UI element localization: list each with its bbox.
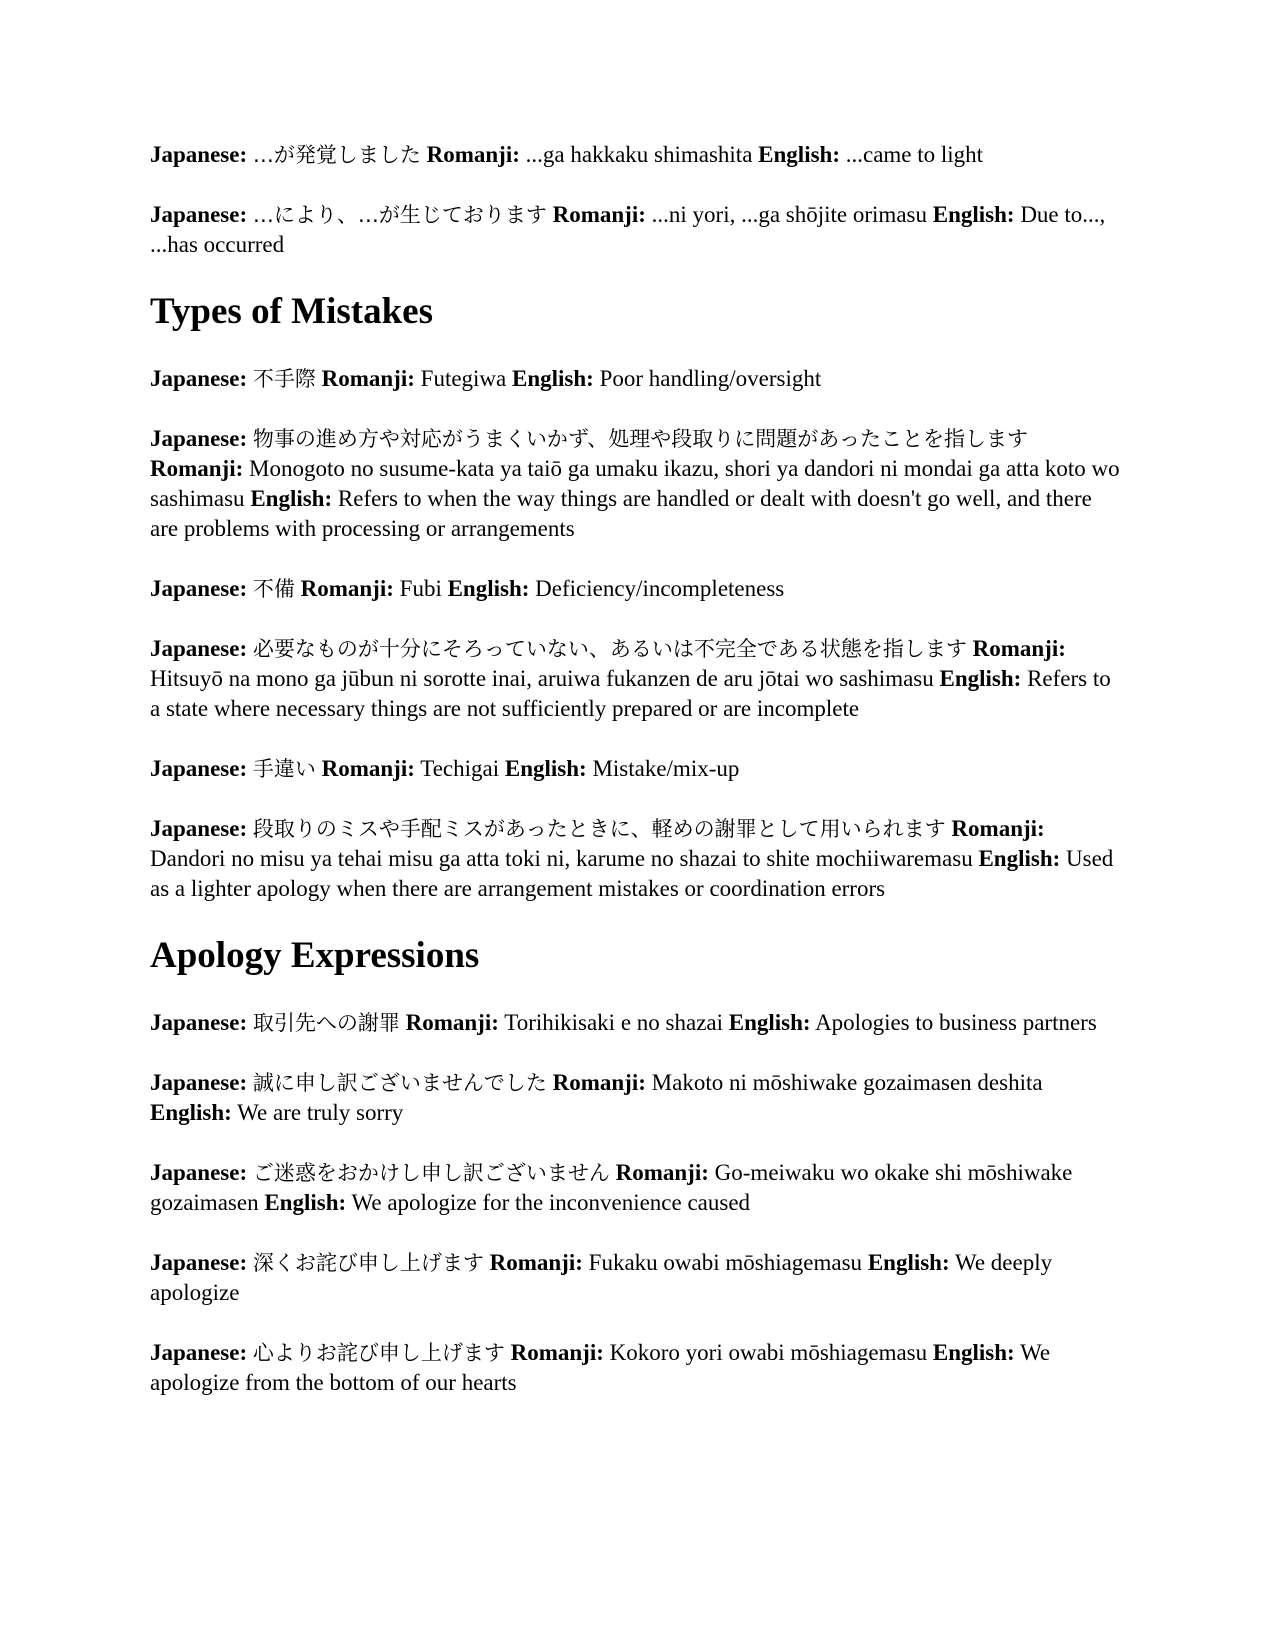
phrase-entry (150, 1338, 1125, 1398)
japanese-label: Japanese: (150, 1250, 248, 1275)
english-text: Refers to when the way things are handled or dealt with doesn't go well, and there are problems with processing or arrangements (150, 486, 1092, 541)
phrase-entry (150, 1068, 1125, 1128)
japanese-label: Japanese: (150, 202, 248, 227)
english-label: English: (978, 846, 1061, 871)
japanese-text: 深くお詫び申し上げます (252, 1251, 484, 1275)
section-heading: Types of Mistakes (150, 291, 433, 332)
romanji-text: Monogoto no susume-kata ya taiō ga umaku ikazu, shori ya dandori ni mondai ga atta koto wo sashimasu (150, 456, 1120, 511)
phrase-entry (150, 754, 1125, 784)
japanese-text: ご迷惑をおかけし申し訳ございません (252, 1161, 610, 1185)
japanese-text: 段取りのミスや手配ミスがあったときに、軽めの謝罪として用いられます (252, 817, 946, 841)
japanese-text: …により、…が生じております (252, 203, 547, 227)
english-label: English: (932, 202, 1015, 227)
english-text: Used as a lighter apology when there are arrangement mistakes or coordination errors (150, 846, 1114, 901)
romanji-label: Romanji: (150, 456, 244, 481)
english-label: English: (250, 486, 333, 511)
english-text: Deficiency/incompleteness (535, 576, 785, 601)
english-text: We apologize for the inconvenience caused (351, 1190, 751, 1215)
romanji-text: ...ni yori, ...ga shōjite orimasu (651, 202, 927, 227)
romanji-label: Romanji: (972, 636, 1066, 661)
phrase-entry (150, 1248, 1125, 1308)
english-label: English: (512, 366, 594, 391)
english-label: English: (150, 1100, 232, 1125)
english-label: English: (932, 1340, 1015, 1365)
page-content (150, 140, 1125, 1428)
romanji-label: Romanji: (300, 576, 394, 601)
english-label: English: (264, 1190, 347, 1215)
romanji-text: Kokoro yori owabi mōshiagemasu (609, 1340, 928, 1365)
phrase-entry (150, 364, 1125, 394)
romanji-text: Torihikisaki e no shazai (504, 1010, 723, 1035)
english-text: We are truly sorry (237, 1100, 404, 1125)
english-label: English: (728, 1010, 811, 1035)
japanese-label: Japanese: (150, 636, 248, 661)
romanji-label: Romanji: (321, 366, 415, 391)
phrase-entry (150, 140, 1125, 170)
japanese-label: Japanese: (150, 576, 248, 601)
japanese-text: 必要なものが十分にそろっていない、あるいは不完全である状態を指します (252, 637, 967, 661)
phrase-entry (150, 424, 1125, 544)
romanji-label: Romanji: (426, 142, 520, 167)
phrase-entry (150, 814, 1125, 904)
japanese-label: Japanese: (150, 1340, 248, 1365)
romanji-text: Dandori no misu ya tehai misu ga atta toki ni, karume no shazai to shite mochiiwaremasu (150, 846, 973, 871)
phrase-entry (150, 1008, 1125, 1038)
section-heading: Apology Expressions (150, 935, 480, 976)
japanese-label: Japanese: (150, 756, 248, 781)
english-text: Refers to a state where necessary things are not sufficiently prepared or are incomplete (150, 666, 1111, 721)
romanji-text: Futegiwa (420, 366, 507, 391)
english-text: ...came to light (845, 142, 984, 167)
japanese-text: …が発覚しました (252, 143, 421, 167)
romanji-label: Romanji: (321, 756, 415, 781)
english-label: English: (939, 666, 1022, 691)
english-label: English: (867, 1250, 950, 1275)
english-text: Mistake/mix-up (592, 756, 740, 781)
japanese-label: Japanese: (150, 1160, 248, 1185)
japanese-text: 物事の進め方や対応がうまくいかず、処理や段取りに問題があったことを指します (252, 427, 1028, 451)
japanese-label: Japanese: (150, 366, 248, 391)
japanese-text: 取引先への謝罪 (252, 1011, 400, 1035)
english-text: We apologize from the bottom of our hearts (150, 1340, 1051, 1395)
romanji-text: Makoto ni mōshiwake gozaimasen deshita (651, 1070, 1043, 1095)
romanji-text: Techigai (420, 756, 500, 781)
romanji-label: Romanji: (552, 1070, 646, 1095)
english-text: Apologies to business partners (815, 1010, 1097, 1035)
romanji-text: Fukaku owabi mōshiagemasu (588, 1250, 863, 1275)
romanji-text: Fubi (399, 576, 442, 601)
romanji-text: ...ga hakkaku shimashita (525, 142, 753, 167)
english-text: Poor handling/oversight (599, 366, 822, 391)
japanese-text: 心よりお詫び申し上げます (252, 1341, 505, 1365)
romanji-label: Romanji: (951, 816, 1045, 841)
phrase-entry (150, 200, 1125, 260)
romanji-label: Romanji: (405, 1010, 499, 1035)
japanese-label: Japanese: (150, 1070, 248, 1095)
english-text: We deeply apologize (150, 1250, 1053, 1305)
english-label: English: (447, 576, 530, 601)
romanji-label: Romanji: (615, 1160, 709, 1185)
english-label: English: (758, 142, 840, 167)
japanese-text: 誠に申し訳ございませんでした (252, 1071, 547, 1095)
english-text: Due to..., ...has occurred (150, 202, 1106, 257)
romanji-label: Romanji: (489, 1250, 583, 1275)
phrase-entry (150, 1158, 1125, 1218)
phrase-entry (150, 574, 1125, 604)
japanese-label: Japanese: (150, 142, 248, 167)
japanese-label: Japanese: (150, 816, 248, 841)
japanese-label: Japanese: (150, 1010, 248, 1035)
english-label: English: (504, 756, 587, 781)
japanese-label: Japanese: (150, 426, 248, 451)
japanese-text: 不手際 (252, 367, 316, 391)
romanji-label: Romanji: (510, 1340, 604, 1365)
romanji-text: Hitsuyō na mono ga jūbun ni sorotte inai, aruiwa fukanzen de aru jōtai wo sashimasu (150, 666, 934, 691)
japanese-text: 不備 (252, 577, 295, 601)
japanese-text: 手違い (252, 757, 316, 781)
phrase-entry (150, 634, 1125, 724)
romanji-label: Romanji: (552, 202, 646, 227)
romanji-text: Go-meiwaku wo okake shi mōshiwake gozaimasen (150, 1160, 1073, 1215)
